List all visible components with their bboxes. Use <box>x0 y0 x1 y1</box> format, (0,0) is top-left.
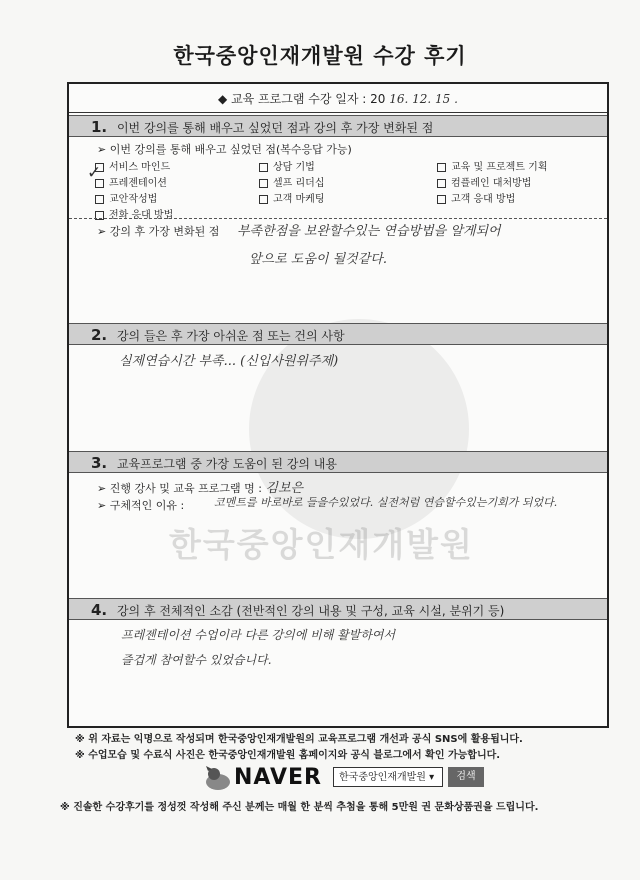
q1-sub1 <box>97 141 352 157</box>
handwritten-check-icon: ✓ <box>87 163 102 183</box>
option-item[interactable]: 상담 기법 <box>259 158 315 173</box>
checkbox-icon[interactable] <box>259 179 268 188</box>
naver-search-input[interactable]: 한국중앙인재개발원 ▾ <box>333 767 443 787</box>
q4-answer-line1: 프레젠테이션 수업이라 다른 강의에 비해 활발하여서 <box>121 628 396 642</box>
q2-answer: 실제연습시간 부족... (신입사원위주제) <box>119 354 339 369</box>
checkbox-icon[interactable] <box>259 163 268 172</box>
arrow-right-icon: ➢ <box>97 499 107 512</box>
option-item[interactable]: 교육 및 프로젝트 기획 <box>437 158 547 173</box>
section-3-number: 3. <box>91 454 108 472</box>
section-2-header <box>69 323 607 345</box>
section-1-number: 1. <box>91 118 108 136</box>
divider <box>69 218 607 219</box>
checkbox-icon[interactable] <box>437 195 446 204</box>
q1-answer-line2: 앞으로 도움이 될것같다. <box>249 252 387 267</box>
section-4-label: 강의 후 전체적인 소감 (전반적인 강의 내용 및 구성, 교육 시설, 분위기 등) <box>116 604 505 618</box>
date-handwritten: 16. 12. 15 . <box>389 92 458 106</box>
q1-sub2 <box>97 223 219 239</box>
option-item[interactable]: 프레젠테이션 <box>95 174 167 189</box>
q1-sub2-label: 강의 후 가장 변화된 점 <box>109 225 220 238</box>
footnote-1: ※ 위 자료는 익명으로 작성되며 한국중앙인재개발원의 교육프로그램 개선과 공식 SNS에 활용됩니다. <box>75 734 523 745</box>
checkbox-icon[interactable] <box>437 179 446 188</box>
section-2-label: 강의 들은 후 가장 아쉬운 점 또는 건의 사항 <box>116 329 345 343</box>
checkbox-icon[interactable] <box>437 163 446 172</box>
footnote-2: ※ 수업모습 및 수료식 사진은 한국중앙인재개발원 홈페이지와 공식 블로그에서 확인 가능합니다. <box>75 750 501 761</box>
footnote-3: ※ 진솔한 수강후기를 정성껏 작성해 주신 분께는 매월 한 분씩 추첨을 통해 5만원 권 문화상품권을 드립니다. <box>60 802 539 813</box>
option-item[interactable]: 고객 응대 방법 <box>437 190 515 205</box>
date-label: ◆ 교육 프로그램 수강 일자 : 20 <box>218 92 386 106</box>
section-3-label: 교육프로그램 중 가장 도움이 된 강의 내용 <box>116 457 337 471</box>
option-item[interactable]: 셀프 리더십 <box>259 174 324 189</box>
section-4-number: 4. <box>91 601 108 619</box>
section-1-header <box>69 115 607 137</box>
section-1-label: 이번 강의를 통해 배우고 싶었던 점과 강의 후 가장 변화된 점 <box>116 121 434 135</box>
page-title: 한국중앙인재개발원 수강 후기 <box>173 44 467 68</box>
option-item[interactable]: 전화 응대 방법 <box>95 206 173 221</box>
option-item[interactable]: 서비스 마인드 <box>95 158 170 173</box>
q3-item1-answer: 김보은 <box>265 481 304 496</box>
arrow-right-icon: ➢ <box>97 482 107 495</box>
naver-search-banner <box>200 765 500 791</box>
q3-item2 <box>97 497 184 513</box>
checkbox-icon[interactable] <box>95 195 104 204</box>
arrow-right-icon: ➢ <box>97 143 107 156</box>
checkbox-icon[interactable] <box>259 195 268 204</box>
q3-item2-answer: 코멘트를 바로바로 들을수있었다. 실전처럼 연습할수있는기회가 되었다. <box>214 496 558 509</box>
date-row <box>69 86 607 113</box>
arrow-right-icon: ➢ <box>97 225 107 238</box>
section-4-header <box>69 598 607 620</box>
q3-item1-label: 진행 강사 및 교육 프로그램 명 : <box>109 482 262 495</box>
option-item[interactable]: 교안작성법 <box>95 190 157 205</box>
option-item[interactable]: 고객 마케팅 <box>259 190 324 205</box>
naver-logo-text: NAVER <box>234 765 322 790</box>
q4-answer-line2: 즐겁게 참여할수 있었습니다. <box>121 653 272 667</box>
naver-mascot-icon <box>204 765 232 791</box>
watermark-text: 한국중앙인재개발원 <box>169 525 474 564</box>
q1-answer-line1: 부족한점을 보완할수있는 연습방법을 알게되어 <box>237 224 501 239</box>
section-2-number: 2. <box>91 326 108 344</box>
q1-sub1-label: 이번 강의를 통해 배우고 싶었던 점(복수응답 가능) <box>109 143 352 156</box>
review-form <box>67 82 609 728</box>
q3-item2-label: 구체적인 이유 : <box>109 499 185 512</box>
section-3-header <box>69 451 607 473</box>
naver-search-button[interactable]: 검색 <box>448 767 484 787</box>
option-item[interactable]: 컴플레인 대처방법 <box>437 174 531 189</box>
